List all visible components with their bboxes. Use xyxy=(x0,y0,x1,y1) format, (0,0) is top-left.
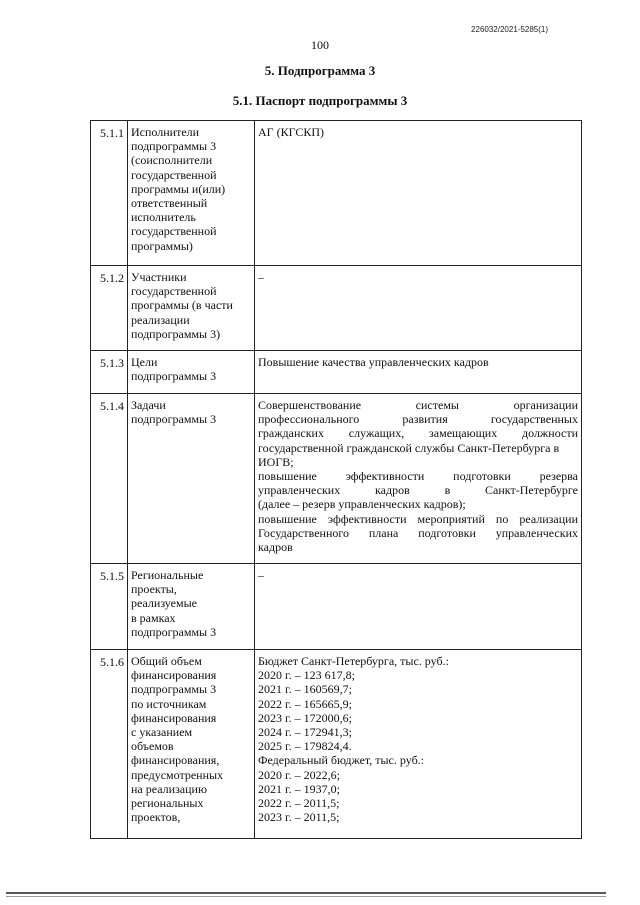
content-line: управленческих кадров в Санкт-Петербурге xyxy=(258,483,578,498)
row-content xyxy=(255,564,582,650)
content-line: 2023 г. – 2011,5; xyxy=(258,810,340,825)
label-line: подпрограммы 3) xyxy=(131,326,221,341)
content-line: 2020 г. – 123 617,8; xyxy=(258,668,355,683)
label-line: Региональные xyxy=(131,568,204,582)
table-row xyxy=(91,351,582,394)
table-row xyxy=(91,394,582,564)
content-line: Бюджет Санкт-Петербурга, тыс. руб.: xyxy=(258,654,449,668)
row-content xyxy=(255,351,582,394)
content-line: кадров xyxy=(258,540,293,555)
label-line: подпрограммы 3 xyxy=(131,412,217,427)
content-line: 2024 г. – 172941,3; xyxy=(258,725,352,740)
label-line: реализуемые xyxy=(131,596,197,611)
label-line: подпрограммы 3 xyxy=(131,624,217,639)
row-label xyxy=(128,564,255,650)
label-line: (соисполнители xyxy=(131,153,213,168)
row-label xyxy=(128,266,255,351)
label-line: с указанием xyxy=(131,725,193,740)
table-row xyxy=(91,266,582,351)
row-content xyxy=(255,394,582,564)
label-line: на реализацию xyxy=(131,781,207,796)
content-line: 2022 г. – 2011,5; xyxy=(258,796,340,811)
label-line: подпрограммы 3 xyxy=(131,139,217,154)
label-line: реализации xyxy=(131,312,190,327)
row-number: 5.1.1 xyxy=(91,121,128,266)
table-row xyxy=(91,121,582,266)
passport-table xyxy=(90,120,582,839)
content-line: гражданских служащих, замещающих должности xyxy=(258,426,578,441)
row-number: 5.1.4 xyxy=(91,394,128,564)
label-line: программы (в части xyxy=(131,298,233,313)
content-line: – xyxy=(258,568,264,582)
content-line: – xyxy=(258,270,264,284)
row-label xyxy=(128,351,255,394)
row-number: 5.1.2 xyxy=(91,266,128,351)
content-line: повышение эффективности подготовки резерва xyxy=(258,469,578,484)
row-number: 5.1.3 xyxy=(91,351,128,394)
row-number: 5.1.6 xyxy=(91,650,128,839)
page-bottom-rule xyxy=(6,896,606,897)
label-line: финансирования xyxy=(131,710,217,725)
row-label xyxy=(128,394,255,564)
content-line: 2021 г. – 160569,7; xyxy=(258,682,352,697)
label-line: подпрограммы 3 xyxy=(131,369,217,384)
subsection-title: 5.1. Паспорт подпрограммы 3 xyxy=(232,93,408,108)
label-line: проектов, xyxy=(131,810,181,825)
section-title: 5. Подпрограмма 3 xyxy=(264,63,376,78)
label-line: государственной xyxy=(131,167,217,182)
content-line: Повышение качества управленческих кадров xyxy=(258,355,489,369)
content-line: 2023 г. – 172000,6; xyxy=(258,710,352,725)
row-content xyxy=(255,121,582,266)
content-line: 2020 г. – 2022,6; xyxy=(258,767,340,782)
table-row xyxy=(91,564,582,650)
content-line: (далее – резерв управленческих кадров); xyxy=(258,497,466,512)
label-line: предусмотренных xyxy=(131,767,224,782)
label-line: объемов xyxy=(131,739,174,754)
content-line: 2022 г. – 165665,9; xyxy=(258,696,352,711)
document-code: 226032/2021-5285(1) xyxy=(471,25,548,34)
content-line: АГ (КГСКП) xyxy=(258,125,325,139)
content-line: повышение эффективности мероприятий по реализации xyxy=(258,511,578,526)
row-number: 5.1.5 xyxy=(91,564,128,650)
label-line: Исполнители xyxy=(131,125,200,139)
label-line: подпрограммы 3 xyxy=(131,682,217,697)
page-bottom-rule xyxy=(6,892,606,894)
label-line: Общий объем xyxy=(131,654,202,668)
page-number: 100 xyxy=(311,38,329,52)
content-line: Федеральный бюджет, тыс. руб.: xyxy=(258,753,425,768)
content-line: Государственного плана подготовки управленческих xyxy=(258,525,578,540)
label-line: государственной xyxy=(131,284,217,299)
content-line: 2025 г. – 179824,4. xyxy=(258,739,352,754)
label-line: региональных xyxy=(131,796,204,811)
label-line: программы и(или) xyxy=(131,181,226,196)
table-row xyxy=(91,650,582,839)
label-line: финансирования xyxy=(131,668,217,683)
label-line: по источникам xyxy=(131,696,207,711)
label-line: исполнитель xyxy=(131,210,196,225)
row-label xyxy=(128,650,255,839)
label-line: программы) xyxy=(131,238,193,253)
content-line: 2021 г. – 1937,0; xyxy=(258,781,340,796)
row-content xyxy=(255,650,582,839)
label-line: финансирования, xyxy=(131,753,220,768)
row-content xyxy=(255,266,582,351)
row-label xyxy=(128,121,255,266)
label-line: проекты, xyxy=(131,582,177,597)
label-line: в рамках xyxy=(131,610,176,625)
label-line: Участники xyxy=(131,270,187,284)
label-line: Задачи xyxy=(131,398,166,412)
content-line: Совершенствование системы организации xyxy=(258,398,578,412)
content-line: профессионального развития государственных xyxy=(258,412,578,427)
label-line: Цели xyxy=(131,355,158,369)
content-line: ИОГВ; xyxy=(258,454,294,469)
content-line: государственной гражданской службы Санкт-Петербурга в xyxy=(258,440,560,455)
label-line: ответственный xyxy=(131,196,208,211)
label-line: государственной xyxy=(131,224,217,239)
